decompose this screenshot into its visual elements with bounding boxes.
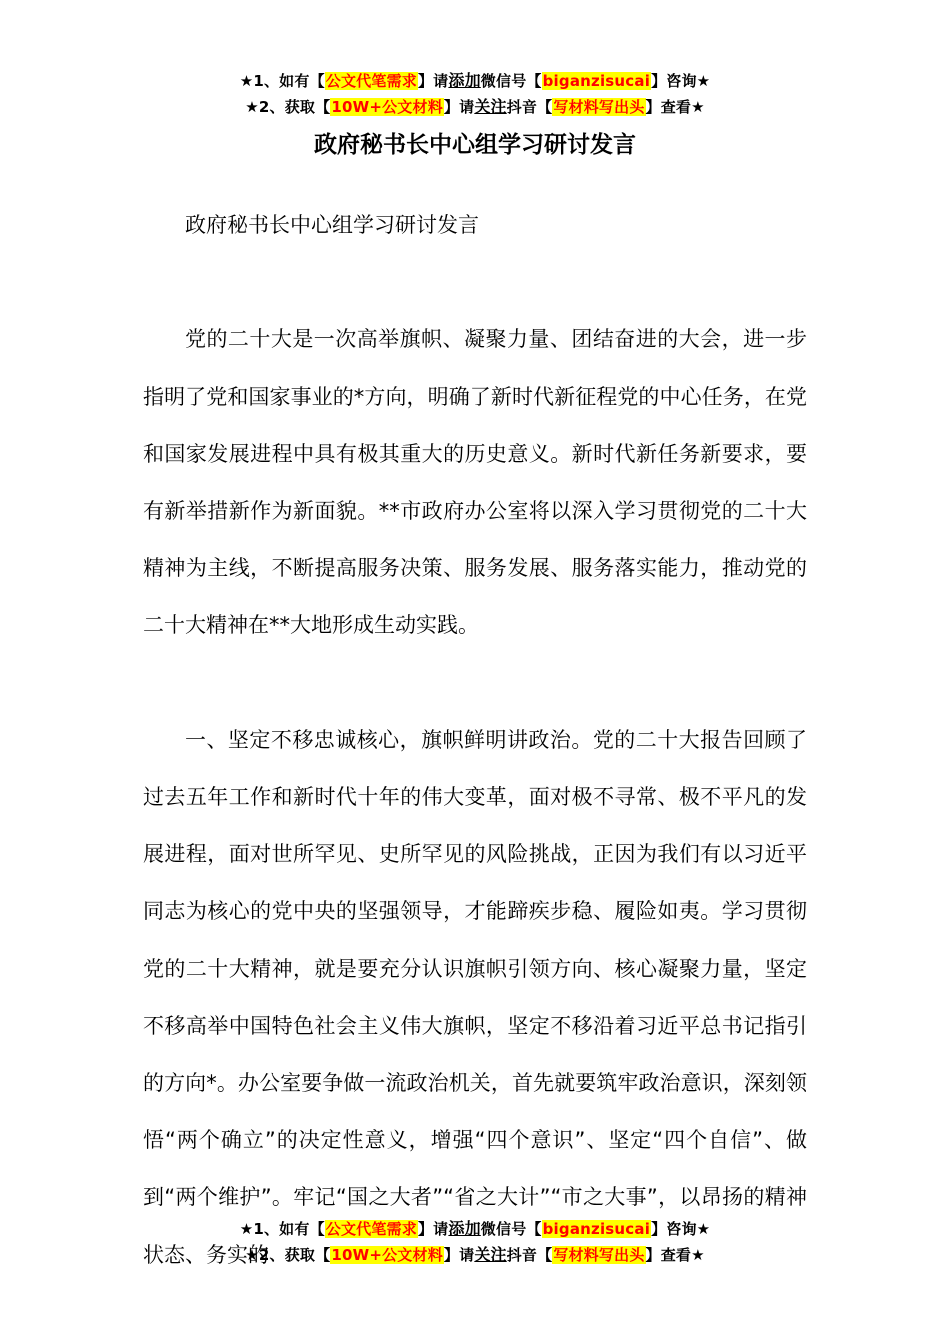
banner-text: 】请 bbox=[443, 98, 475, 116]
banner-text: 】请 bbox=[417, 72, 449, 90]
banner-line-1 bbox=[0, 68, 950, 94]
banner-line-2 bbox=[0, 1242, 950, 1268]
banner-text: 】请 bbox=[417, 1220, 449, 1238]
footer-banner bbox=[0, 1216, 950, 1268]
banner-highlight: 公文代笔需求 bbox=[325, 1220, 417, 1238]
banner-text: 微信号【 bbox=[480, 72, 542, 90]
banner-text: 抖音【 bbox=[506, 1246, 553, 1264]
banner-text: 】咨询★ bbox=[651, 1220, 711, 1238]
banner-emphasis: 关注 bbox=[474, 97, 507, 116]
banner-highlight: biganzisucai bbox=[542, 1220, 651, 1238]
banner-text: 】查看★ bbox=[645, 1246, 705, 1264]
banner-highlight: 写材料写出头 bbox=[553, 1246, 645, 1264]
banner-text: ★2、获取【 bbox=[245, 1246, 331, 1264]
banner-text: ★2、获取【 bbox=[245, 98, 331, 116]
banner-highlight: biganzisucai bbox=[542, 72, 651, 90]
banner-highlight: 10W+公文材料 bbox=[331, 98, 443, 116]
banner-text: 抖音【 bbox=[506, 98, 553, 116]
banner-line-1 bbox=[0, 1216, 950, 1242]
banner-text: ★1、如有【 bbox=[239, 72, 325, 90]
banner-text: 】咨询★ bbox=[651, 72, 711, 90]
banner-emphasis: 添加 bbox=[448, 1219, 481, 1238]
banner-emphasis: 添加 bbox=[448, 71, 481, 90]
banner-text: 】查看★ bbox=[645, 98, 705, 116]
body-paragraph: 党的二十大是一次高举旗帜、凝聚力量、团结奋进的大会，进一步指明了党和国家事业的*方向，明确了新时代新征程党的中心任务，在党和国家发展进程中具有极其重大的历史意义。新时代新任务新要求，要有新举措新作为新面貌。**市政府办公室将以深入学习贯彻党的二十大精神为主线，不断提高服务决策、服务发展、服务落实能力，推动党的二十大精神在**大地形成生动实践。 bbox=[143, 327, 807, 638]
banner-highlight: 写材料写出头 bbox=[553, 98, 645, 116]
header-banner bbox=[0, 68, 950, 120]
body-paragraph: 政府秘书长中心组学习研讨发言 bbox=[185, 213, 479, 237]
document-body bbox=[143, 197, 807, 1284]
banner-emphasis: 关注 bbox=[474, 1245, 507, 1264]
banner-line-2 bbox=[0, 94, 950, 120]
banner-highlight: 公文代笔需求 bbox=[325, 72, 417, 90]
banner-highlight: 10W+公文材料 bbox=[331, 1246, 443, 1264]
banner-text: 】请 bbox=[443, 1246, 475, 1264]
banner-text: 微信号【 bbox=[480, 1220, 542, 1238]
document-title: 政府秘书长中心组学习研讨发言 bbox=[314, 132, 636, 158]
banner-text: ★1、如有【 bbox=[239, 1220, 325, 1238]
body-paragraph: 一、坚定不移忠诚核心，旗帜鲜明讲政治。党的二十大报告回顾了过去五年工作和新时代十年的伟大变革，面对极不寻常、极不平凡的发展进程，面对世所罕见、史所罕见的风险挑战，正因为我们有以习近平同志为核心的党中央的坚强领导，才能蹄疾步稳、履险如夷。学习贯彻党的二十大精神，就是要充分认识旗帜引领方向、核心凝聚力量，坚定不移高举中国特色社会主义伟大旗帜，坚定不移沿着习近平总书记指引的方向*。办公室要争做一流政治机关，首先就要筑牢政治意识，深刻领悟“两个确立”的决定性意义，增强“四个意识”、坚定“四个自信”、做到“两个维护”。牢记“国之大者”“省之大计”“市之大事”，以昂扬的精神状态、务实的 bbox=[143, 727, 807, 1267]
